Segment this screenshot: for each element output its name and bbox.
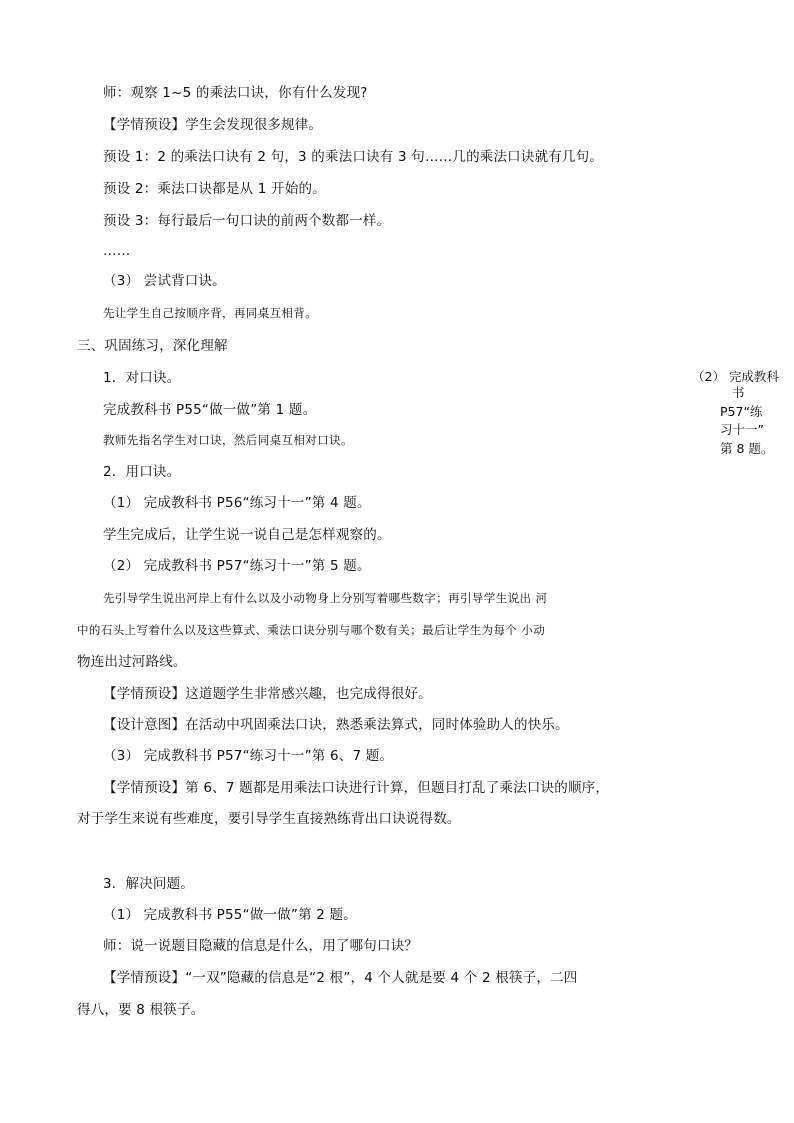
text-line: 【学情预设】“一双”隐藏的信息是“2 根”，4 个人就是要 4 个 2 根筷子，二四 [103,970,578,986]
text-line: （1） 完成教科书 P55“做一做”第 2 题。 [103,907,357,923]
side-note-line: 第 8 题。 [720,441,774,456]
text-line: 学生完成后，让学生说一说自己是怎样观察的。 [103,527,391,543]
side-note-line: （2） 完成教科 [692,369,779,384]
text-line: 中的石头上写着什么以及这些算式、乘法口诀分别与哪个数有关；最后让学生为每个 小动 [77,623,546,637]
text-line: （3） 尝试背口诀。 [103,273,226,289]
text-line: 教师先指名学生对口诀，然后同桌互相对口诀。 [103,433,353,447]
text-line: 师：观察 1~5 的乘法口诀，你有什么发现? [103,85,368,101]
text-line: 【设计意图】在活动中巩固乘法口诀，熟悉乘法算式，同时体验助人的快乐。 [103,717,569,733]
side-note-line: 习十一” [720,422,764,437]
text-line: 预设 1：2 的乘法口诀有 2 句，3 的乘法口诀有 3 句……几的乘法口诀就有几句。 [103,149,604,165]
text-line: …… [103,243,131,259]
text-line: （1） 完成教科书 P56“练习十一”第 4 题。 [103,495,371,511]
text-line: 先让学生自己按顺序背，再同桌互相背。 [103,306,318,320]
text-line: 得八，要 8 根筷子。 [77,1002,205,1018]
text-line: 2．用口诀。 [103,464,181,480]
text-line: 1．对口诀。 [103,370,181,386]
text-line: 【学情预设】第 6、7 题都是用乘法口诀进行计算，但题目打乱了乘法口诀的顺序， [103,780,610,796]
side-note-line: 书 [732,385,745,400]
text-line: 预设 2：乘法口诀都是从 1 开始的。 [103,181,326,197]
text-line: 先引导学生说出河岸上有什么以及小动物身上分别写着哪些数字；再引导学生说出 河 [103,591,548,605]
text-line: 师：说一说题目隐藏的信息是什么，用了哪句口诀？ [103,938,419,954]
text-line: 【学情预设】这道题学生非常感兴趣，也完成得很好。 [103,686,432,702]
text-line: 完成教科书 P55“做一做”第 1 题。 [103,402,317,418]
text-line: 3．解决问题。 [103,876,194,892]
text-line: 【学情预设】学生会发现很多规律。 [103,117,323,133]
text-line: 预设 3：每行最后一句口诀的前两个数都一样。 [103,213,391,229]
section-heading: 三、巩固练习，深化理解 [77,338,228,354]
side-note-line: P57“练 [720,404,763,419]
text-line: （3） 完成教科书 P57“练习十一”第 6、7 题。 [103,748,394,764]
text-line: 物连出过河路线。 [77,654,187,670]
text-line: （2） 完成教科书 P57“练习十一”第 5 题。 [103,558,371,574]
text-line: 对于学生来说有些难度，要引导学生直接熟练背出口诀说得数。 [77,811,461,827]
